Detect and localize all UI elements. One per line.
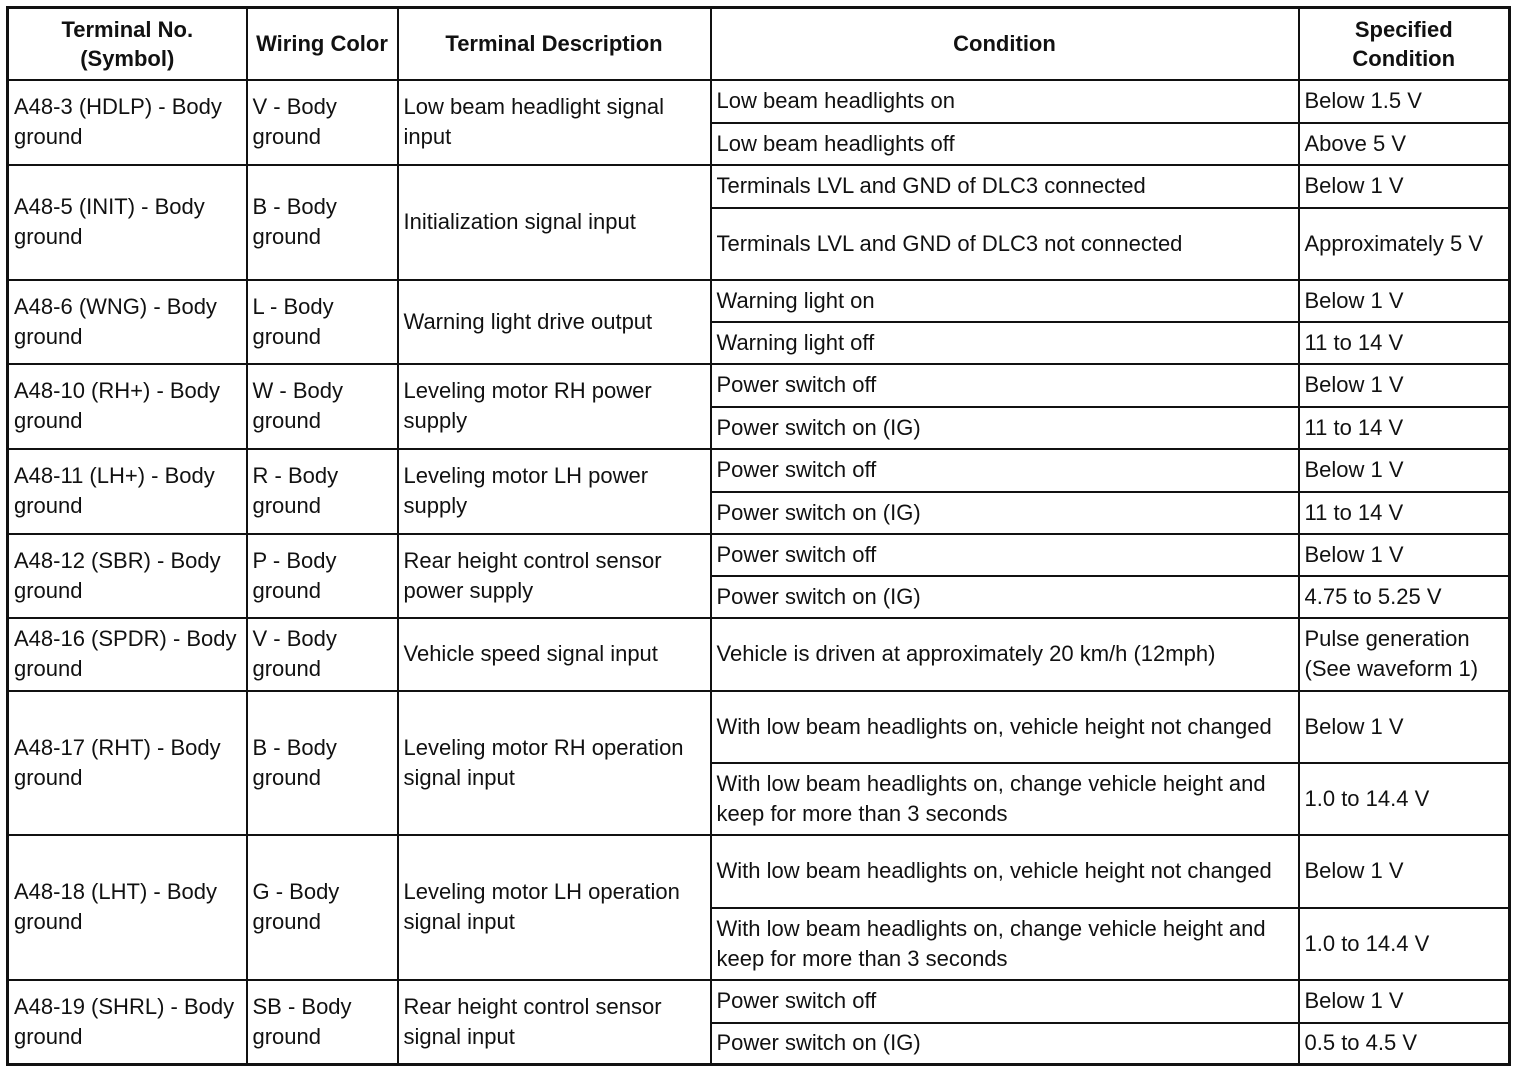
terminal-cell: A48-10 (RH+) - Body ground bbox=[8, 364, 247, 449]
specified-condition-cell: Approximately 5 V bbox=[1299, 208, 1510, 280]
specified-condition-cell: Below 1 V bbox=[1299, 980, 1510, 1023]
terminal-inspection-table bbox=[6, 6, 1511, 1066]
wiring-color-cell: L - Body ground bbox=[247, 280, 398, 364]
condition-cell: Terminals LVL and GND of DLC3 connected bbox=[711, 165, 1299, 208]
description-cell: Warning light drive output bbox=[398, 280, 711, 364]
terminal-cell: A48-3 (HDLP) - Body ground bbox=[8, 80, 247, 165]
header-terminal: Terminal No. (Symbol) bbox=[8, 8, 247, 80]
table-row bbox=[8, 835, 1510, 908]
specified-condition-cell: 11 to 14 V bbox=[1299, 407, 1510, 449]
wiring-color-cell: B - Body ground bbox=[247, 165, 398, 280]
table-row bbox=[8, 165, 1510, 208]
condition-cell: With low beam headlights on, vehicle height not changed bbox=[711, 691, 1299, 763]
condition-cell: Power switch on (IG) bbox=[711, 492, 1299, 534]
table-row bbox=[8, 364, 1510, 407]
condition-cell: Terminals LVL and GND of DLC3 not connected bbox=[711, 208, 1299, 280]
specified-condition-cell: Below 1 V bbox=[1299, 449, 1510, 492]
terminal-cell: A48-5 (INIT) - Body ground bbox=[8, 165, 247, 280]
condition-cell: Vehicle is driven at approximately 20 km/h (12mph) bbox=[711, 618, 1299, 691]
condition-cell: Power switch off bbox=[711, 980, 1299, 1023]
header-description: Terminal Description bbox=[398, 8, 711, 80]
condition-cell: Low beam headlights on bbox=[711, 80, 1299, 123]
header-wiring-color: Wiring Color bbox=[247, 8, 398, 80]
wiring-color-cell: B - Body ground bbox=[247, 691, 398, 835]
condition-cell: With low beam headlights on, vehicle height not changed bbox=[711, 835, 1299, 908]
condition-cell: Power switch off bbox=[711, 449, 1299, 492]
specified-condition-cell: 11 to 14 V bbox=[1299, 322, 1510, 364]
condition-cell: Power switch on (IG) bbox=[711, 576, 1299, 618]
description-cell: Leveling motor LH power supply bbox=[398, 449, 711, 534]
table-row bbox=[8, 449, 1510, 492]
description-cell: Leveling motor LH operation signal input bbox=[398, 835, 711, 980]
specified-condition-cell: Below 1 V bbox=[1299, 364, 1510, 407]
condition-cell: With low beam headlights on, change vehicle height and keep for more than 3 seconds bbox=[711, 763, 1299, 835]
wiring-color-cell: V - Body ground bbox=[247, 618, 398, 691]
specified-condition-cell: 4.75 to 5.25 V bbox=[1299, 576, 1510, 618]
table-row bbox=[8, 534, 1510, 576]
table-row bbox=[8, 80, 1510, 123]
terminal-cell: A48-18 (LHT) - Body ground bbox=[8, 835, 247, 980]
description-cell: Low beam headlight signal input bbox=[398, 80, 711, 165]
specified-condition-cell: Pulse generation (See waveform 1) bbox=[1299, 618, 1510, 691]
wiring-color-cell: P - Body ground bbox=[247, 534, 398, 618]
wiring-color-cell: G - Body ground bbox=[247, 835, 398, 980]
specified-condition-cell: Below 1.5 V bbox=[1299, 80, 1510, 123]
specified-condition-cell: 0.5 to 4.5 V bbox=[1299, 1023, 1510, 1065]
specified-condition-cell: Below 1 V bbox=[1299, 835, 1510, 908]
description-cell: Rear height control sensor signal input bbox=[398, 980, 711, 1065]
specified-condition-cell: Below 1 V bbox=[1299, 280, 1510, 322]
specified-condition-cell: Above 5 V bbox=[1299, 123, 1510, 165]
table-row bbox=[8, 280, 1510, 322]
terminal-cell: A48-12 (SBR) - Body ground bbox=[8, 534, 247, 618]
specified-condition-cell: 1.0 to 14.4 V bbox=[1299, 908, 1510, 980]
wiring-color-cell: W - Body ground bbox=[247, 364, 398, 449]
wiring-color-cell: V - Body ground bbox=[247, 80, 398, 165]
table-row bbox=[8, 980, 1510, 1023]
header-specified-condition: Specified Condition bbox=[1299, 8, 1510, 80]
condition-cell: Power switch on (IG) bbox=[711, 407, 1299, 449]
table-row bbox=[8, 691, 1510, 763]
header-condition: Condition bbox=[711, 8, 1299, 80]
specified-condition-cell: Below 1 V bbox=[1299, 534, 1510, 576]
condition-cell: With low beam headlights on, change vehicle height and keep for more than 3 seconds bbox=[711, 908, 1299, 980]
condition-cell: Power switch off bbox=[711, 364, 1299, 407]
specified-condition-cell: Below 1 V bbox=[1299, 165, 1510, 208]
specified-condition-cell: 1.0 to 14.4 V bbox=[1299, 763, 1510, 835]
condition-cell: Low beam headlights off bbox=[711, 123, 1299, 165]
description-cell: Leveling motor RH power supply bbox=[398, 364, 711, 449]
wiring-color-cell: R - Body ground bbox=[247, 449, 398, 534]
header-row bbox=[8, 8, 1510, 80]
wiring-color-cell: SB - Body ground bbox=[247, 980, 398, 1065]
terminal-cell: A48-11 (LH+) - Body ground bbox=[8, 449, 247, 534]
description-cell: Initialization signal input bbox=[398, 165, 711, 280]
specified-condition-cell: Below 1 V bbox=[1299, 691, 1510, 763]
condition-cell: Power switch off bbox=[711, 534, 1299, 576]
terminal-cell: A48-17 (RHT) - Body ground bbox=[8, 691, 247, 835]
condition-cell: Warning light off bbox=[711, 322, 1299, 364]
condition-cell: Warning light on bbox=[711, 280, 1299, 322]
terminal-cell: A48-19 (SHRL) - Body ground bbox=[8, 980, 247, 1065]
terminal-cell: A48-6 (WNG) - Body ground bbox=[8, 280, 247, 364]
table-body bbox=[8, 80, 1510, 1065]
terminal-cell: A48-16 (SPDR) - Body ground bbox=[8, 618, 247, 691]
description-cell: Rear height control sensor power supply bbox=[398, 534, 711, 618]
condition-cell: Power switch on (IG) bbox=[711, 1023, 1299, 1065]
description-cell: Vehicle speed signal input bbox=[398, 618, 711, 691]
specified-condition-cell: 11 to 14 V bbox=[1299, 492, 1510, 534]
description-cell: Leveling motor RH operation signal input bbox=[398, 691, 711, 835]
table-row bbox=[8, 618, 1510, 691]
